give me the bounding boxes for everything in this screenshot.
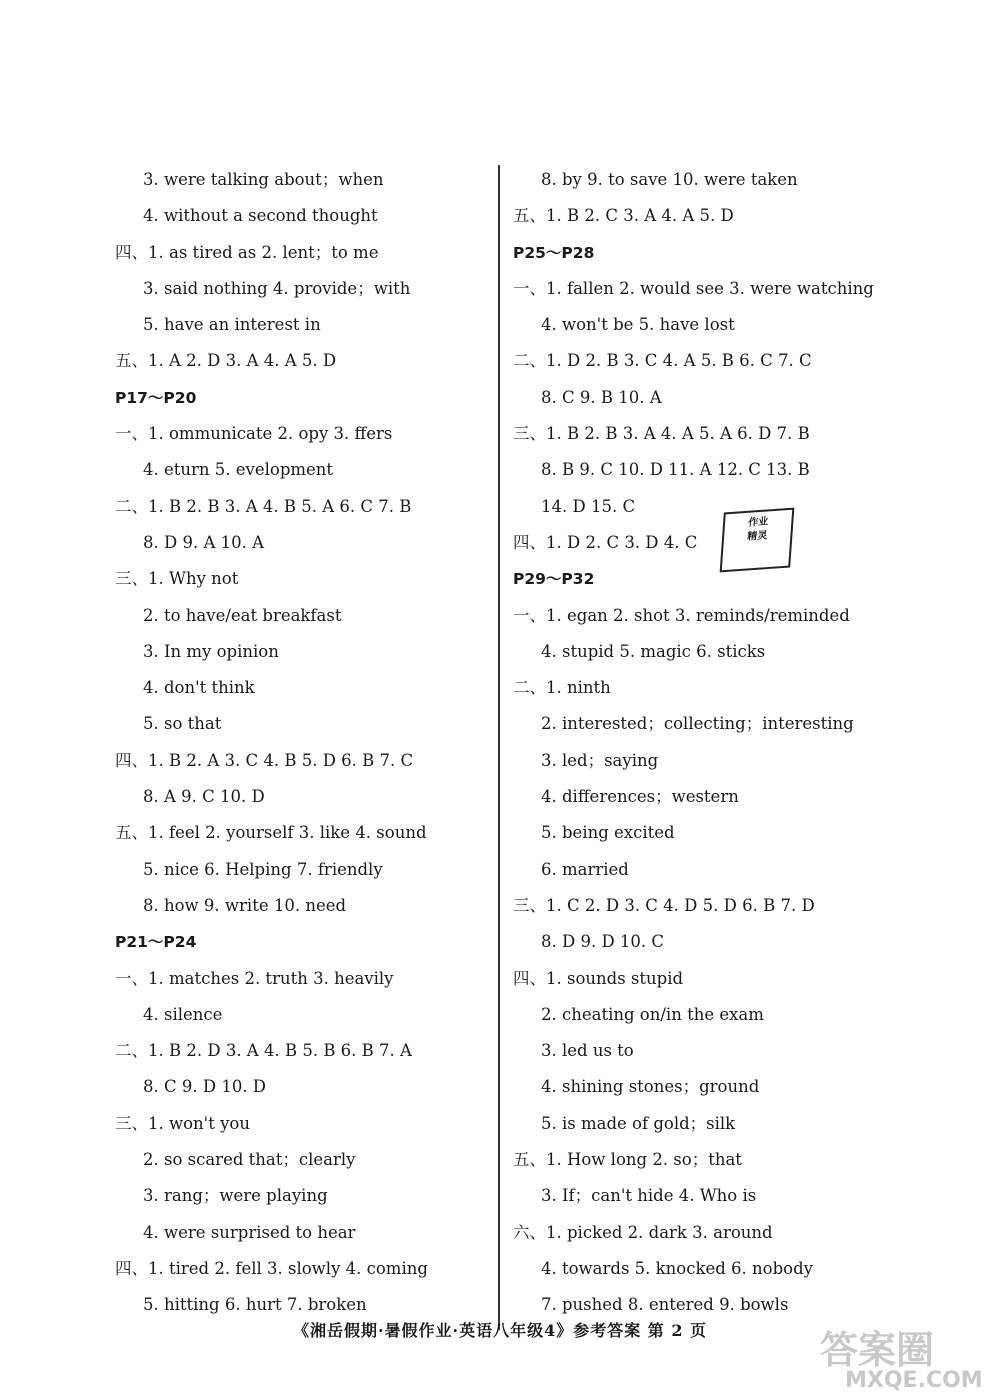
answer-line: 四、1. tired 2. fell 3. slowly 4. coming xyxy=(115,1258,428,1278)
answer-line: 3. If；can't hide 4. Who is xyxy=(541,1186,757,1206)
answer-line: 4. eturn 5. evelopment xyxy=(143,460,334,480)
section-heading: P29～P32 xyxy=(513,570,595,589)
answer-line: 3. led；saying xyxy=(541,750,659,770)
answer-line: 8. B 9. C 10. D 11. A 12. C 13. B xyxy=(541,460,810,480)
page-footer: 《湘岳假期·暑假作业·英语八年级4》参考答案 第 2 页 xyxy=(292,1321,708,1340)
answer-line: 4. don't think xyxy=(143,678,255,698)
site-watermark-url: MXQE.COM xyxy=(845,1368,983,1393)
answer-line: 一、1. matches 2. truth 3. heavily xyxy=(115,968,394,988)
answer-line: 4. shining stones；ground xyxy=(541,1077,760,1097)
homework-stamp xyxy=(720,508,795,573)
answer-line: 6. married xyxy=(541,859,629,879)
answer-line: 7. pushed 8. entered 9. bowls xyxy=(541,1295,789,1315)
section-heading: P25～P28 xyxy=(513,243,595,262)
answer-line: 三、1. B 2. B 3. A 4. A 5. A 6. D 7. B xyxy=(513,424,810,444)
answer-line: 二、1. ninth xyxy=(513,678,611,698)
answer-line: 一、1. egan 2. shot 3. reminds/reminded xyxy=(513,605,850,625)
answer-line: 8. D 9. D 10. C xyxy=(541,932,665,952)
answer-line: 2. to have/eat breakfast xyxy=(143,605,342,625)
answer-line: 4. towards 5. knocked 6. nobody xyxy=(541,1258,813,1278)
answer-line: 3. In my opinion xyxy=(143,641,279,661)
answer-line: 3. were talking about；when xyxy=(143,170,384,189)
right-column xyxy=(513,162,913,1324)
answer-line: 五、1. A 2. D 3. A 4. A 5. D xyxy=(115,351,337,371)
answer-line: 4. differences；western xyxy=(541,787,739,807)
answer-line: 5. is made of gold；silk xyxy=(541,1113,736,1133)
answer-line: 2. interested；collecting；interesting xyxy=(541,714,854,734)
answer-line: 三、1. C 2. D 3. C 4. D 5. D 6. B 7. D xyxy=(513,895,815,915)
answer-line: 8. how 9. write 10. need xyxy=(143,895,347,915)
stamp-line-1: 作业 xyxy=(747,516,769,529)
answer-line: 3. said nothing 4. provide；with xyxy=(143,278,411,298)
answer-line: 一、1. ommunicate 2. opy 3. ffers xyxy=(115,424,393,444)
answer-line: 5. so that xyxy=(143,714,222,734)
answer-line: 五、1. feel 2. yourself 3. like 4. sound xyxy=(115,823,427,843)
answer-line: 四、1. as tired as 2. lent；to me xyxy=(115,242,379,262)
column-divider xyxy=(498,165,500,1330)
section-heading: P17～P20 xyxy=(115,388,197,407)
answer-line: 3. rang；were playing xyxy=(143,1186,328,1206)
answer-line: 三、1. won't you xyxy=(115,1113,250,1133)
answer-line: 五、1. How long 2. so；that xyxy=(513,1150,742,1170)
answer-line: 二、1. D 2. B 3. C 4. A 5. B 6. C 7. C xyxy=(513,351,812,371)
answer-line: 5. have an interest in xyxy=(143,315,321,335)
answer-line: 二、1. B 2. D 3. A 4. B 5. B 6. B 7. A xyxy=(115,1041,412,1061)
answer-line: 六、1. picked 2. dark 3. around xyxy=(513,1222,773,1242)
answer-line: 三、1. Why not xyxy=(115,569,239,589)
answer-line: 8. A 9. C 10. D xyxy=(143,787,265,807)
answer-line: 8. C 9. B 10. A xyxy=(541,387,662,407)
answer-line: 五、1. B 2. C 3. A 4. A 5. D xyxy=(513,206,734,226)
answer-line: 四、1. sounds stupid xyxy=(513,968,684,988)
answer-line: 14. D 15. C xyxy=(541,496,636,516)
answer-line: 4. without a second thought xyxy=(143,206,378,226)
answer-line: 四、1. D 2. C 3. D 4. C xyxy=(513,532,698,552)
answer-line: 四、1. B 2. A 3. C 4. B 5. D 6. B 7. C xyxy=(115,750,414,770)
answer-line: 二、1. B 2. B 3. A 4. B 5. A 6. C 7. B xyxy=(115,496,412,516)
answer-line: 2. cheating on/in the exam xyxy=(541,1004,764,1024)
stamp-line-2: 精灵 xyxy=(746,530,768,543)
answer-line: 4. were surprised to hear xyxy=(143,1222,356,1242)
left-column xyxy=(115,162,485,1324)
answer-line: 8. by 9. to save 10. were taken xyxy=(541,170,798,189)
section-heading: P21～P24 xyxy=(115,933,197,952)
site-watermark: 答案圈 xyxy=(820,1328,935,1372)
answer-line: 8. C 9. D 10. D xyxy=(143,1077,267,1097)
answer-line: 5. being excited xyxy=(541,823,675,843)
answer-line: 4. silence xyxy=(143,1004,223,1024)
answer-line: 5. hitting 6. hurt 7. broken xyxy=(143,1295,367,1315)
answer-line: 2. so scared that；clearly xyxy=(143,1150,356,1170)
answer-line: 5. nice 6. Helping 7. friendly xyxy=(143,859,383,879)
answer-line: 8. D 9. A 10. A xyxy=(143,532,265,552)
answer-line: 4. won't be 5. have lost xyxy=(541,315,735,335)
answer-line: 一、1. fallen 2. would see 3. were watching xyxy=(513,278,874,298)
answer-line: 4. stupid 5. magic 6. sticks xyxy=(541,641,766,661)
answer-line: 3. led us to xyxy=(541,1041,634,1061)
